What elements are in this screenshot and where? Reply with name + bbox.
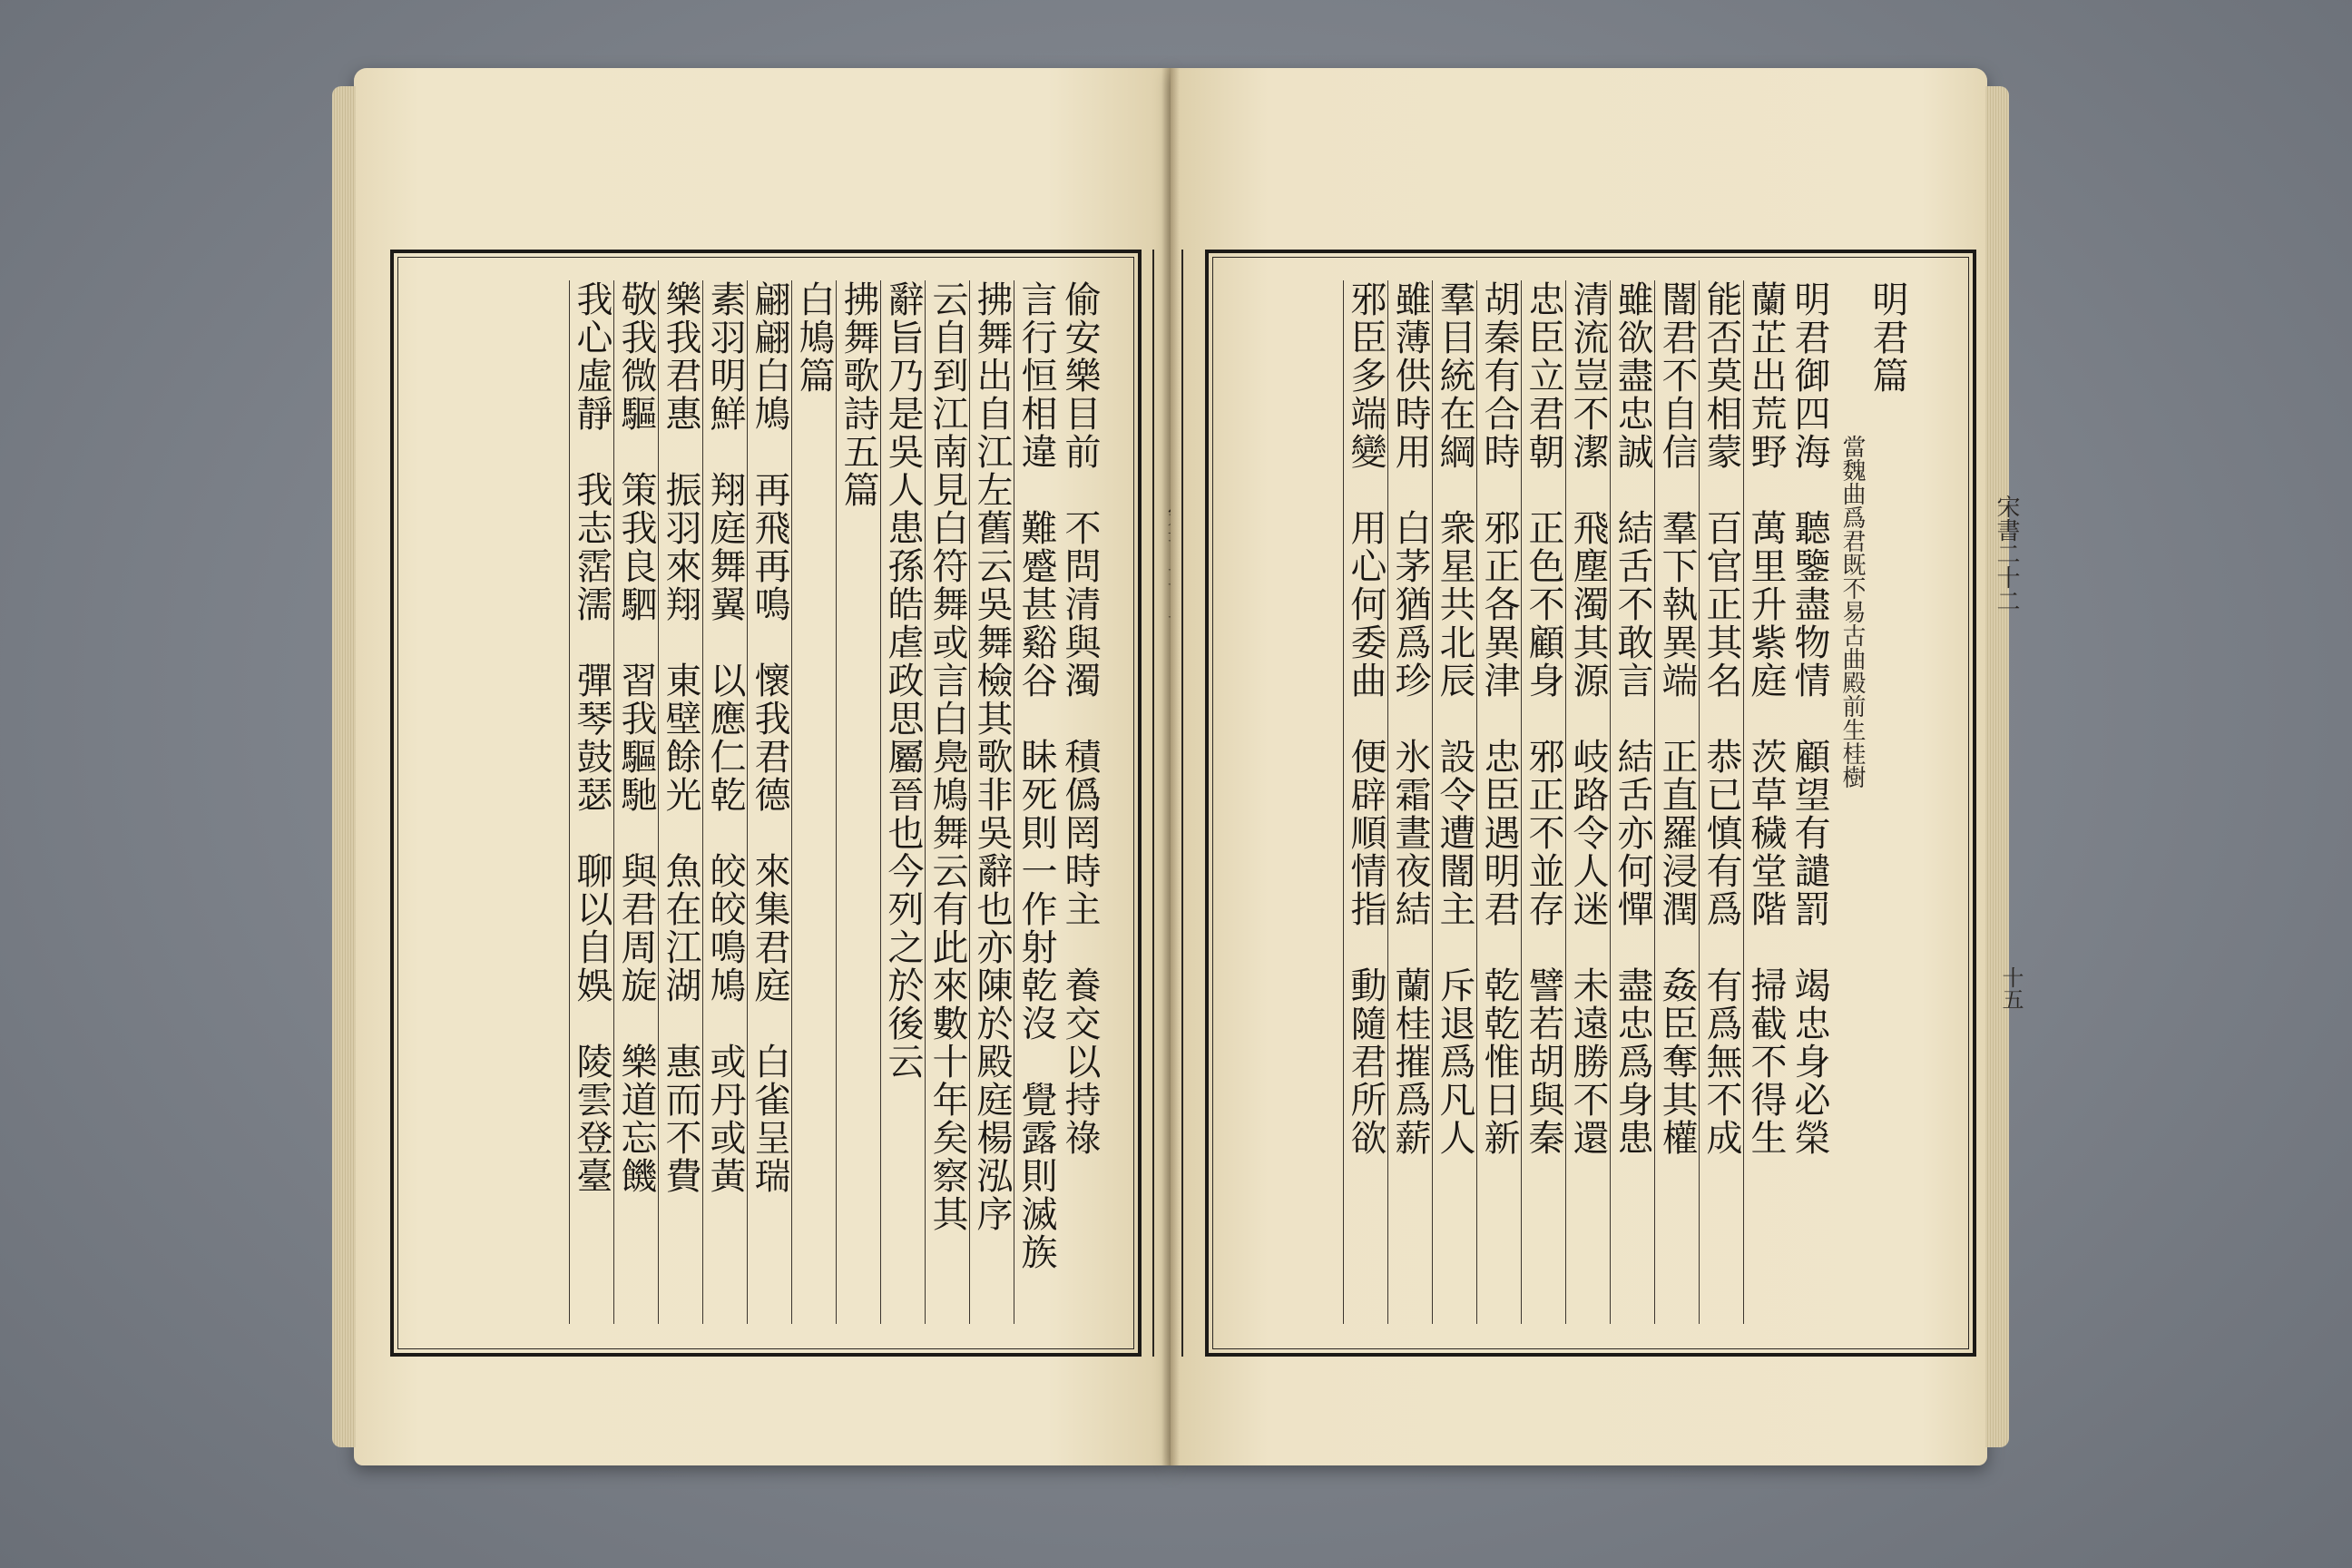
text-column: 言行恒相違 難蹙甚谿谷 眛死則一作射乾沒 覺露則滅族 <box>1014 280 1058 1324</box>
text-column: 敬我微驅 策我良駟 習我驅馳 與君周旋 樂道忘饑 <box>613 280 658 1324</box>
text-column: 蘭芷出荒野 萬里升紫庭 茨草穢堂階 掃截不得生 <box>1743 280 1788 1324</box>
right-text-columns <box>1343 280 1909 1324</box>
left-text-frame <box>390 250 1142 1357</box>
text-column: 忠臣立君朝 正色不顧身 邪正不並存 譬若胡與秦 <box>1521 280 1565 1324</box>
text-column: 羣目統在綱 衆星共北辰 設令遭闇主 斥退爲凡人 <box>1432 280 1476 1324</box>
right-page <box>1171 68 2024 1465</box>
text-column: 素羽明鮮 翔庭舞翼 以應仁乾 皎皎鳴鳩 或丹或黃 <box>702 280 747 1324</box>
text-column: 胡秦有合時 邪正各異津 忠臣遇明君 乾乾惟日新 <box>1476 280 1521 1324</box>
left-text-columns <box>569 280 1102 1324</box>
text-column: 雖薄供時用 白茅猶爲珍 氷霜晝夜結 蘭桂摧爲薪 <box>1387 280 1432 1324</box>
text-column: 白鳩篇 <box>791 280 836 1324</box>
right-fold-title: 宋書二十二 <box>1993 495 2020 612</box>
page-edges-right <box>1985 86 2009 1447</box>
text-column: 辭旨乃是吳人患孫皓虐政思屬晉也今列之於後云 <box>880 280 925 1324</box>
text-column: 云自到江南見白符舞或言白鳧鳩舞云有此來數十年矣察其 <box>925 280 969 1324</box>
text-column: 雖欲盡忠誠 結舌不敢言 結舌亦何憚 盡忠爲身患 <box>1610 280 1654 1324</box>
right-text-frame <box>1205 250 1976 1357</box>
text-column: 拂舞歌詩五篇 <box>836 280 880 1324</box>
section-title: 明君篇 <box>1867 280 1908 395</box>
title-note: 當魏曲爲君既不易古曲殿前生桂樹 <box>1838 435 1866 789</box>
text-column: 翩翩白鳩 再飛再鳴 懷我君德 來集君庭 白雀呈瑞 <box>747 280 791 1324</box>
text-column: 偷安樂目前 不問清與濁 積僞罔時主 養交以持祿 <box>1059 280 1101 1157</box>
right-fold-margin <box>1181 250 1209 1357</box>
page-edges-left <box>332 86 356 1447</box>
text-column: 拂舞出自江左舊云吳舞檢其歌非吳辭也亦陳於殿庭楊泓序 <box>969 280 1014 1324</box>
text-column: 清流豈不潔 飛塵濁其源 岐路令人迷 未遠勝不還 <box>1565 280 1610 1324</box>
text-column: 闇君不自信 羣下執異端 正直羅浸潤 姦臣奪其權 <box>1654 280 1699 1324</box>
text-column: 邪臣多端變 用心何委曲 便辟順情指 動隨君所欲 <box>1343 280 1387 1324</box>
left-page <box>354 68 1171 1465</box>
text-column: 能否莫相蒙 百官正其名 恭已慎有爲 有爲無不成 <box>1699 280 1743 1324</box>
text-column: 樂我君惠 振羽來翔 東壁餘光 魚在江湖 惠而不費 <box>658 280 702 1324</box>
text-column: 我心虛靜 我志霑濡 彈琴鼓瑟 聊以自娛 陵雲登臺 <box>569 280 613 1324</box>
right-folio: 十五 <box>1998 966 2024 1010</box>
text-column: 明君御四海 聽鑒盡物情 顧望有譴罰 竭忠身必榮 <box>1788 280 1830 1157</box>
open-book <box>354 68 2024 1465</box>
book-spine <box>1161 68 1180 1465</box>
